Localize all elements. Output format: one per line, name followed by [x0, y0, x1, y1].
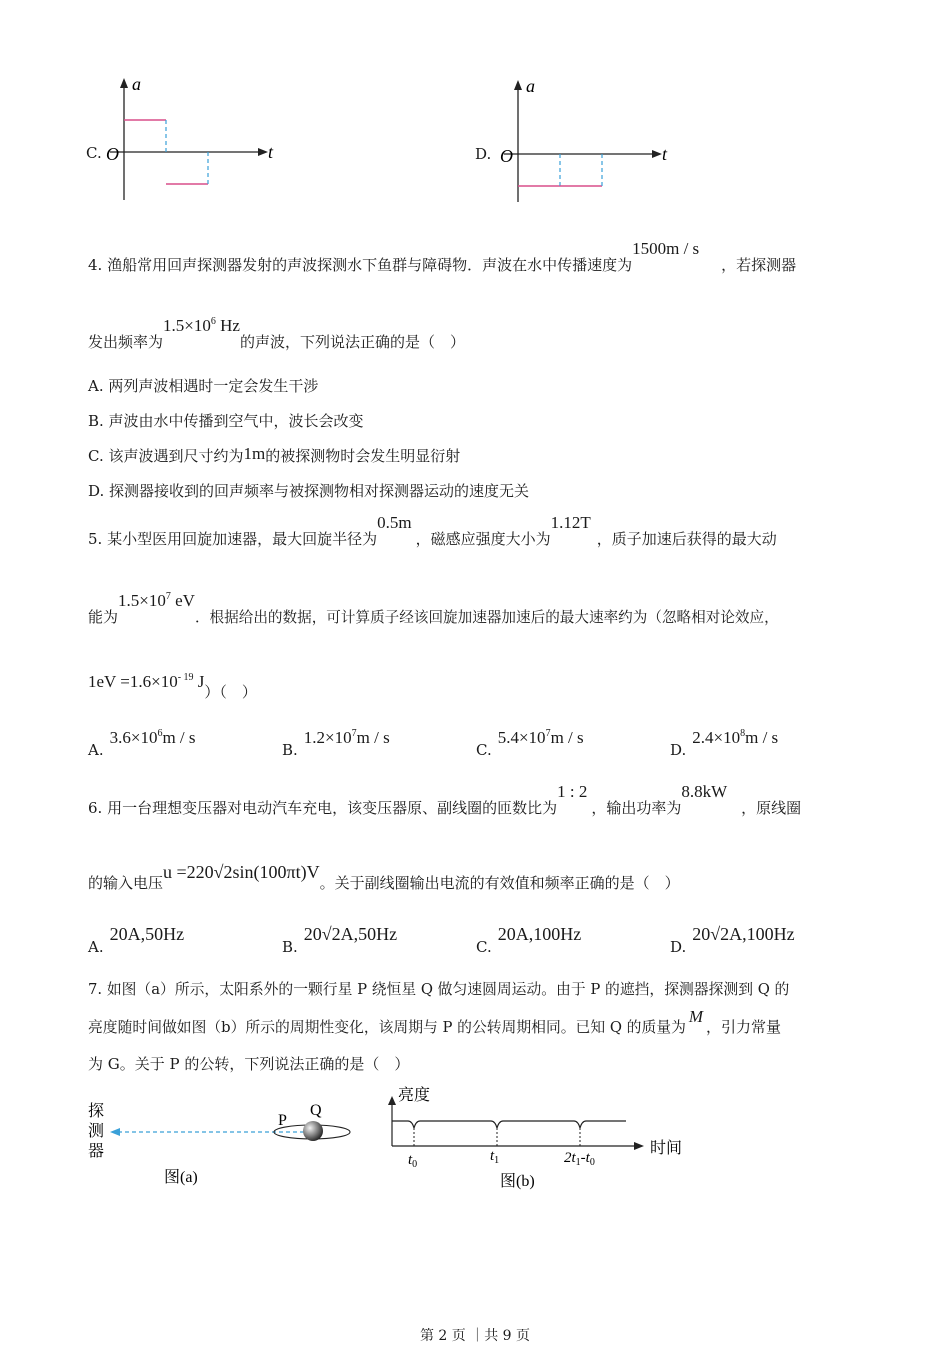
q4-frequency: $1.5\times 10^6$ Hz	[163, 316, 240, 335]
graph-d-curve	[518, 154, 602, 186]
q6-power: 8.8kW	[681, 782, 728, 801]
page-footer: 第 2 页 ｜共 9 页	[419, 1328, 531, 1344]
tick-t0: $t_0$	[408, 1152, 418, 1170]
graph-d	[494, 76, 684, 208]
tick-t1: $t_1$	[490, 1148, 500, 1166]
fig-b-y-arrow	[388, 1096, 396, 1105]
q4-speed: 1500m / s	[632, 239, 700, 258]
q6-option-c: C.20A,100Hz	[476, 924, 582, 956]
fig-b-y-label: 亮度	[398, 1087, 431, 1104]
figure-b	[378, 1080, 698, 1196]
brightness-curve	[392, 1121, 626, 1128]
q5-ev-conversion: $1eV =1.6\times 10^{- 19}$ J	[88, 672, 205, 691]
label-p: P	[278, 1112, 287, 1129]
q7-line1: 7. 如图（a）所示，太阳系外的一颗行星 P 绕恒星 Q 做匀速圆周运动。由于 P 的遮挡，探测器探测到 Q 的	[88, 981, 790, 998]
graph-d-x-label: t	[662, 144, 668, 164]
fig-b-x-arrow	[634, 1142, 644, 1150]
q4-text-1: 4. 渔船常用回声探测器发射的声波探测水下鱼群与障碍物．声波在水中传播速度为	[88, 256, 633, 274]
graph-c-y-label: a	[132, 74, 141, 94]
graph-c-origin: O	[106, 144, 119, 164]
label-q: Q	[310, 1102, 322, 1119]
q5-option-a: $A.3.6\times 10^6m / s$	[88, 728, 196, 759]
graph-c-x-label: t	[268, 142, 274, 162]
q6-option-a: A.20A,50Hz	[88, 924, 185, 956]
graph-c-x-arrow	[258, 148, 268, 156]
caption-a: 图(a)	[164, 1169, 198, 1186]
graph-d-label: D.	[475, 145, 492, 163]
q7-line2: 亮度随时间做如图（b）所示的周期性变化，该周期与 P 的公转周期相同。已知 Q 的质量为M，引力常量	[88, 1007, 782, 1036]
detector-char-1: 探	[88, 1103, 105, 1120]
caption-b: 图(b)	[500, 1173, 535, 1190]
q4-text-2-post: 的声波，下列说法正确的是（ ）	[239, 333, 465, 351]
q5-line1: 5. 某小型医用回旋加速器，最大回旋半径为0.5m，磁感应强度大小为1.12T，质子加速后获得的最大动	[88, 513, 777, 548]
q5-energy: $1.5\times 10^7$ eV	[118, 591, 195, 610]
fig-b-x-label: 时间	[650, 1140, 683, 1157]
light-path-arrow	[110, 1128, 120, 1136]
graph-c-label: C.	[86, 144, 102, 162]
q5-option-b: $B.1.2\times 10^7m / s$	[282, 728, 390, 759]
q6-line2: 的输入电压u =220√2sin(100πt)V。关于副线圈输出电流的有效值和频率正确的是（ ）	[88, 862, 680, 892]
graph-d-origin: O	[500, 146, 513, 166]
q6-line1: 6. 用一台理想变压器对电动汽车充电，该变压器原、副线圈的匝数比为1 : 2，输出功率为8.8kW，原线圈	[88, 782, 802, 817]
detector-char-3: 器	[88, 1143, 105, 1160]
q4-text-1-end: ，若探测器	[721, 256, 797, 274]
graph-d-y-arrow	[514, 80, 522, 90]
q5-field: 1.12T	[550, 513, 591, 532]
q5-radius: 0.5m	[377, 513, 412, 532]
q4-option-b: B. 声波由水中传播到空气中，波长会改变	[88, 412, 364, 430]
q6-option-b: B.20√2A,50Hz	[282, 924, 398, 956]
q6-ratio: 1 : 2	[557, 782, 588, 801]
graph-c-y-arrow	[120, 78, 128, 88]
q4-option-c: C. 该声波遇到尺寸约为1m的被探测物时会发生明显衍射	[88, 444, 461, 465]
figure-a	[84, 1096, 364, 1192]
q4-line1	[88, 239, 797, 275]
q4-size: 1m	[243, 444, 266, 463]
graph-c	[100, 74, 290, 206]
q6-voltage: u =220√2sin(100πt)V	[163, 862, 320, 882]
q4-text-2-pre: 发出频率为	[88, 333, 164, 351]
graph-d-y-label: a	[526, 76, 535, 96]
detector-char-2: 测	[88, 1123, 105, 1140]
q4-line2	[88, 316, 465, 352]
q5-line3: $1eV =1.6\times 10^{- 19}$ J）（ ）	[88, 672, 257, 701]
q5-option-d: $D.2.4\times 10^8m / s$	[670, 728, 779, 759]
q5-option-c: $C.5.4\times 10^7m / s$	[476, 728, 584, 759]
q4-option-d: D. 探测器接收到的回声频率与被探测物相对探测器运动的速度无关	[88, 482, 530, 500]
q7-line3: 为 G。关于 P 的公转，下列说法正确的是（ ）	[88, 1055, 410, 1073]
star-q	[303, 1121, 323, 1141]
q5-line2: 能为$1.5\times 10^7$ eV．根据给出的数据，可计算质子经该回旋加速器加速后的最大速率约为（忽略相对论效应，	[88, 591, 779, 626]
q7-mass: M	[688, 1007, 704, 1026]
graph-d-x-arrow	[652, 150, 662, 158]
q6-option-d: D.20√2A,100Hz	[670, 924, 795, 956]
q4-option-a: A. 两列声波相遇时一定会发生干涉	[88, 377, 319, 395]
tick-3: $2t_1-t_0$	[564, 1150, 595, 1168]
